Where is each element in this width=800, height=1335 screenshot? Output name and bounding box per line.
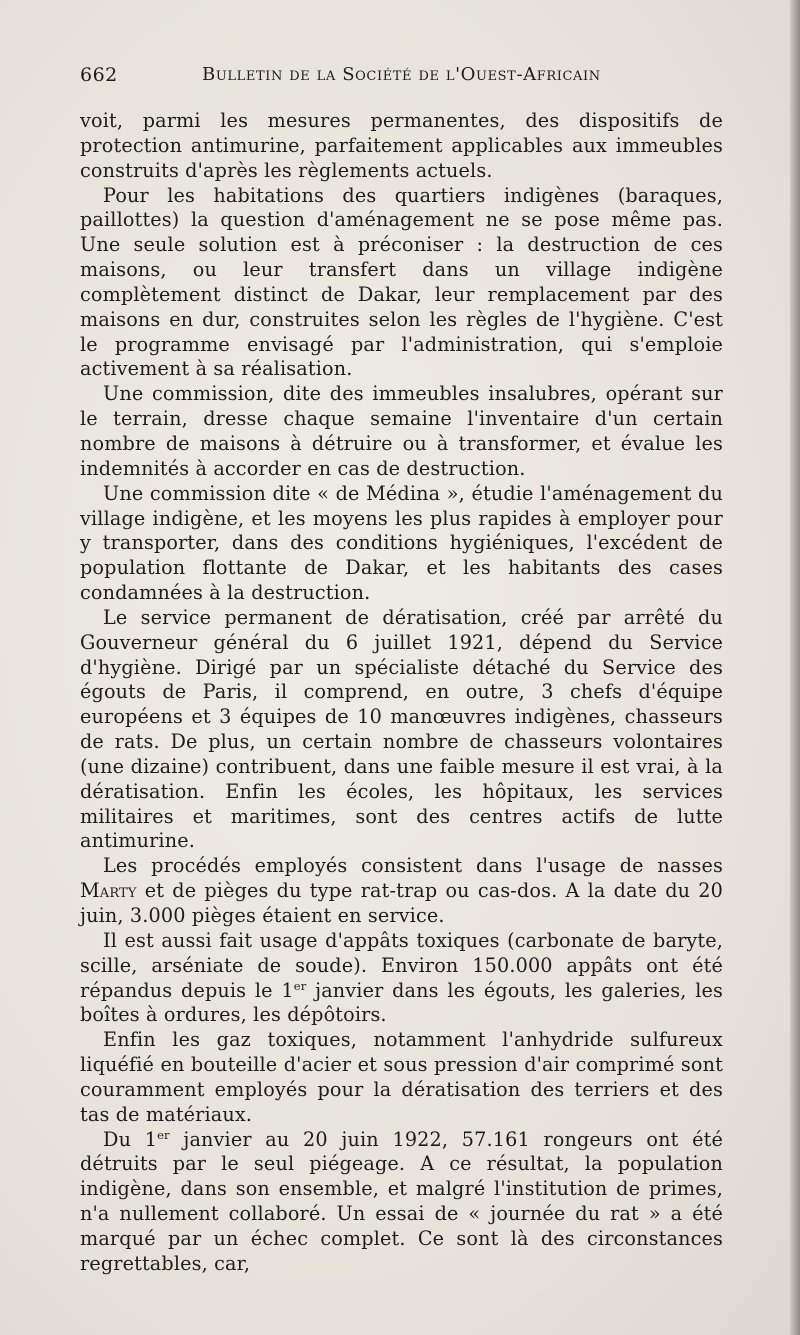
- ordinal-superscript: er: [157, 1127, 170, 1142]
- running-title: Bulletin de la Société de l'Ouest-Africain: [202, 64, 601, 85]
- ordinal-superscript: er: [293, 978, 307, 993]
- paragraph-7: [80, 929, 723, 1028]
- page-number: 662: [80, 64, 118, 86]
- body-text: [80, 109, 723, 1277]
- author-name-marty: Marty: [80, 879, 137, 903]
- page-edge-shadow: [790, 0, 800, 1335]
- paragraph-2: Pour les habitations des quartiers indigènes (baraques, paillottes) la question d'aménagement ne se pose même pas. Une seule solution est à préconiser : la destruction de ces maisons, ou leur transfert dans un village indigène complètement distinct de Dakar, leur remplacement par des maisons en dur, construites selon les règles de l'hygiène. C'est le programme envisagé par l'administration, qui s'emploie activement à sa réalisation.: [80, 183, 723, 381]
- paragraph-6-end: et de pièges du type rat-trap ou cas-dos. A la date du 20 juin, 3.000 pièges étaient en service.: [80, 879, 724, 927]
- paragraph-6-start: Les procédés employés consistent dans l'usage de nasses: [103, 854, 723, 878]
- page-header: [80, 60, 720, 90]
- paragraph-4: Une commission dite « de Médina », étudie l'aménagement du village indigène, et les moyens les plus rapides à employer pour y transporter, dans des conditions hygiéniques, l'excédent de population flottante de Dakar, et les habitants des cases condamnées à la destruction.: [80, 481, 723, 605]
- paragraph-1: voit, parmi les mesures permanentes, des dispositifs de protection antimurine, parfaitement applicables aux immeubles construits d'après les règlements actuels.: [80, 109, 723, 182]
- paragraph-9-start: Du 1: [103, 1127, 158, 1151]
- paragraph-9-end: janvier au 20 juin 1922, 57.161 rongeurs ont été détruits par le seul piégeage. A ce résultat, la population indigène, dans son ensemble, et malgré l'institution de primes, n'a nullement collaboré. Un essai de « journée du rat » a été marqué par un échec complet. Ce sont là des circonstances regrettables, car,: [80, 1127, 723, 1275]
- paragraph-9: [80, 1128, 723, 1277]
- paragraph-3: Une commission, dite des immeubles insalubres, opérant sur le terrain, dresse chaque semaine l'inventaire d'un certain nombre de maisons à détruire ou à transformer, et évalue les indemnités à accorder en cas de destruction.: [80, 382, 723, 480]
- paragraph-7-start: Il est aussi fait usage d'appâts toxiques (carbonate de baryte, scille, arséniate de soude). Environ 150.000 appâts ont été répandus depuis le 1: [80, 928, 723, 1002]
- paragraph-5: Le service permanent de dératisation, créé par arrêté du Gouverneur général du 6 juillet 1921, dépend du Service d'hygiène. Dirigé par un spécialiste détaché du Service des égouts de Paris, il comprend, en outre, 3 chefs d'équipe européens et 3 équipes de 10 manœuvres indigènes, chasseurs de rats. De plus, un certain nombre de chasseurs volontaires (une dizaine) contribuent, dans une faible mesure il est vrai, à la dératisation. Enfin les écoles, les hôpitaux, les services militaires et maritimes, sont des centres actifs de lutte antimurine.: [80, 605, 723, 853]
- paragraph-7-end: janvier dans les égouts, les galeries, les boîtes à ordures, les dépôtoirs.: [80, 978, 723, 1027]
- paragraph-6: [80, 854, 723, 929]
- paragraph-8: Enfin les gaz toxiques, notamment l'anhydride sulfureux liquéfié en bouteille d'acier et sous pression d'air comprimé sont couramment employés pour la dératisation des terriers et des tas de matériaux.: [80, 1028, 723, 1126]
